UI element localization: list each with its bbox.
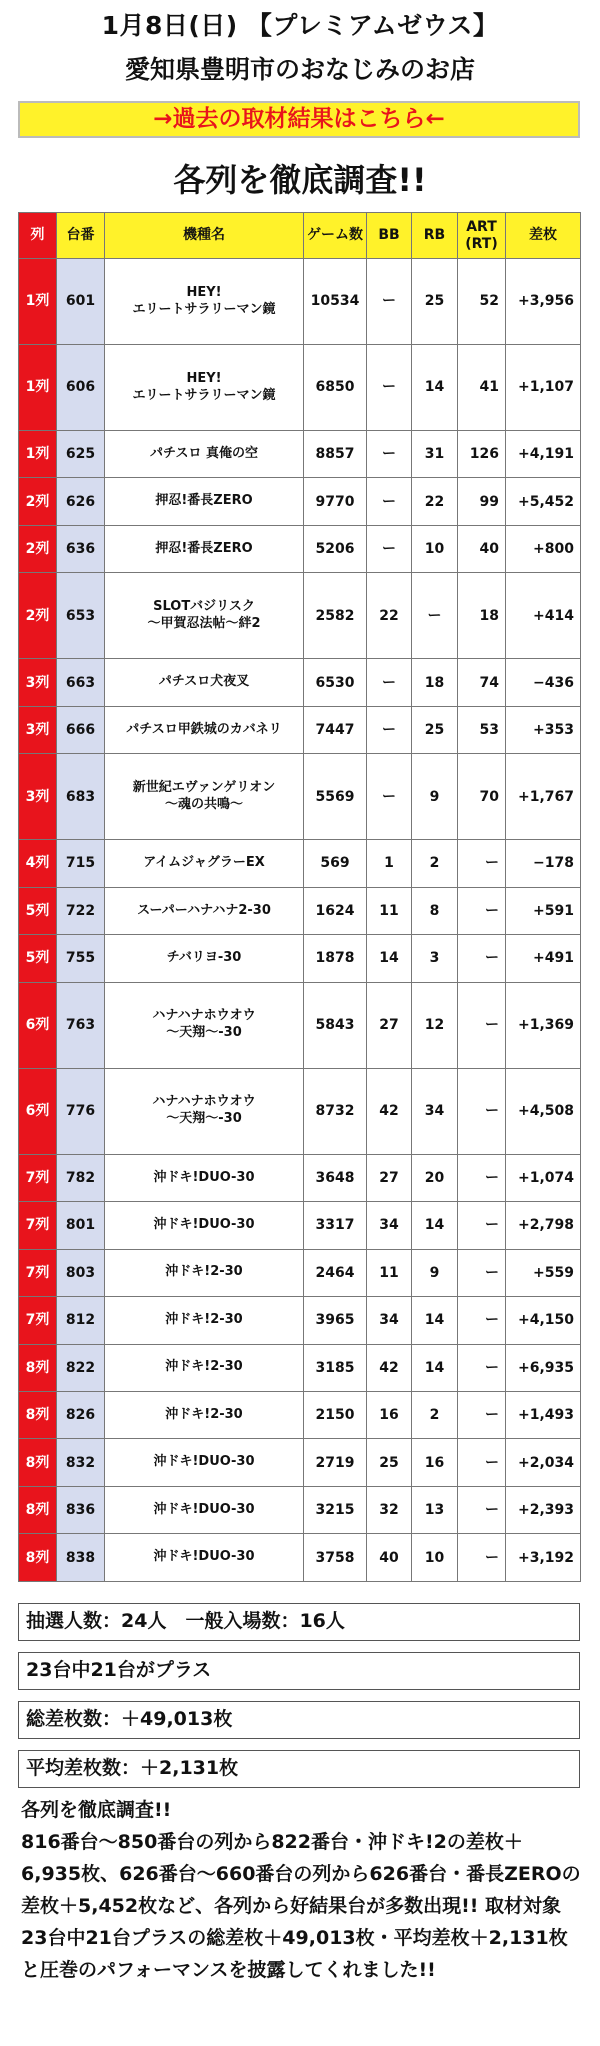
summary-body: 816番台〜850番台の列から822番台・沖ドキ!2の差枚＋6,935枚、626番台〜660番台の列から626番台・番長ZEROの差枚＋5,452枚など、各列から好結果台が多数出現!! 取材対象23台中21台プラスの総差枚＋49,013枚・平均差枚＋2,131枚と圧巻のパフォーマンスを披露してくれました!! xyxy=(21,1831,581,1981)
table-row xyxy=(19,1534,581,1582)
cell-machine-name xyxy=(105,982,304,1068)
cell-rb: 9 xyxy=(412,754,458,840)
table-row xyxy=(19,1068,581,1154)
machine-name-line1: 沖ドキ!DUO-30 xyxy=(153,1216,255,1232)
cell-rb: 14 xyxy=(412,1297,458,1344)
cell-rb: 3 xyxy=(412,935,458,982)
header-machine-number: 台番 xyxy=(57,213,105,259)
cell-row: 7列 xyxy=(19,1249,57,1296)
machine-name-line1: 押忍!番長ZERO xyxy=(155,493,253,509)
cell-art: 126 xyxy=(458,431,506,478)
cell-machine-name xyxy=(105,659,304,706)
cell-machine-number: 832 xyxy=(57,1439,105,1486)
table-row xyxy=(19,1439,581,1486)
table-header-row xyxy=(19,213,581,259)
cell-rb: ー xyxy=(412,573,458,659)
machine-name-line1: 押忍!番長ZERO xyxy=(155,540,253,556)
cell-machine-name xyxy=(105,525,304,572)
cell-row: 7列 xyxy=(19,1297,57,1344)
cell-machine-name xyxy=(105,1297,304,1344)
table-row xyxy=(19,840,581,887)
cell-row: 1列 xyxy=(19,259,57,345)
cell-bb: 42 xyxy=(367,1068,412,1154)
cell-machine-number: 625 xyxy=(57,431,105,478)
cell-art: ー xyxy=(458,840,506,887)
cell-rb: 14 xyxy=(412,1202,458,1249)
cell-art: 53 xyxy=(458,706,506,753)
store-subtitle: 愛知県豊明市のおなじみのお店 xyxy=(124,55,475,84)
cell-diff: −178 xyxy=(506,840,581,887)
cell-diff: +3,956 xyxy=(506,259,581,345)
cell-games: 3215 xyxy=(304,1486,367,1533)
machine-name-line1: 沖ドキ!2-30 xyxy=(165,1264,243,1280)
cell-rb: 13 xyxy=(412,1486,458,1533)
page-title: 1月8日(日) 【プレミアムゼウス】 xyxy=(101,11,499,40)
table-row xyxy=(19,345,581,431)
table-row xyxy=(19,935,581,982)
header-bb: BB xyxy=(367,213,412,259)
cell-art: ー xyxy=(458,1534,506,1582)
machine-name-line1: 沖ドキ!DUO-30 xyxy=(153,1454,255,1470)
cell-bb: 25 xyxy=(367,1439,412,1486)
cell-row: 8列 xyxy=(19,1439,57,1486)
results-table xyxy=(18,212,581,1582)
cell-machine-number: 776 xyxy=(57,1068,105,1154)
cell-art: 99 xyxy=(458,478,506,525)
machine-name-line1: 新世紀エヴァンゲリオン xyxy=(132,779,276,795)
header-rb: RB xyxy=(412,213,458,259)
cell-games: 7447 xyxy=(304,706,367,753)
cell-diff: +1,767 xyxy=(506,754,581,840)
cell-rb: 2 xyxy=(412,1391,458,1438)
cell-bb: ー xyxy=(367,659,412,706)
cell-machine-number: 653 xyxy=(57,573,105,659)
machine-name-line1: HEY! xyxy=(186,370,222,386)
cell-bb: ー xyxy=(367,754,412,840)
cell-row: 3列 xyxy=(19,754,57,840)
cell-games: 3317 xyxy=(304,1202,367,1249)
table-row xyxy=(19,754,581,840)
machine-name-line1: ハナハナホウオウ xyxy=(152,1094,256,1110)
cell-diff: +2,393 xyxy=(506,1486,581,1533)
cell-bb: 40 xyxy=(367,1534,412,1582)
table-body xyxy=(19,259,581,1582)
cell-diff: +491 xyxy=(506,935,581,982)
cell-machine-number: 715 xyxy=(57,840,105,887)
cell-games: 2719 xyxy=(304,1439,367,1486)
cell-row: 5列 xyxy=(19,935,57,982)
machine-name-line1: パチスロ 真俺の空 xyxy=(149,445,258,461)
cell-rb: 20 xyxy=(412,1154,458,1201)
cell-machine-number: 801 xyxy=(57,1202,105,1249)
cell-games: 5206 xyxy=(304,525,367,572)
cell-bb: 34 xyxy=(367,1297,412,1344)
cell-machine-name xyxy=(105,1249,304,1296)
cell-diff: +591 xyxy=(506,887,581,934)
machine-name-line1: 沖ドキ!DUO-30 xyxy=(153,1501,255,1517)
header-art xyxy=(458,213,506,259)
cell-diff: −436 xyxy=(506,659,581,706)
table-row xyxy=(19,1486,581,1533)
cell-games: 3185 xyxy=(304,1344,367,1391)
summary-heading: 各列を徹底調査!! xyxy=(21,1799,172,1821)
cell-rb: 34 xyxy=(412,1068,458,1154)
cell-row: 2列 xyxy=(19,525,57,572)
table-row xyxy=(19,1249,581,1296)
cell-games: 2150 xyxy=(304,1391,367,1438)
cell-rb: 31 xyxy=(412,431,458,478)
cell-machine-number: 666 xyxy=(57,706,105,753)
machine-name-line2: 〜天翔〜-30 xyxy=(166,1111,242,1127)
machine-name-line1: 沖ドキ!2-30 xyxy=(165,1311,243,1327)
cell-diff: +1,107 xyxy=(506,345,581,431)
cell-rb: 10 xyxy=(412,525,458,572)
cell-machine-number: 822 xyxy=(57,1344,105,1391)
cell-games: 2464 xyxy=(304,1249,367,1296)
table-row xyxy=(19,1391,581,1438)
cell-row: 3列 xyxy=(19,706,57,753)
cell-bb: ー xyxy=(367,345,412,431)
cell-art: 40 xyxy=(458,525,506,572)
cell-art: 70 xyxy=(458,754,506,840)
cell-diff: +4,508 xyxy=(506,1068,581,1154)
cell-art: ー xyxy=(458,935,506,982)
cell-machine-number: 636 xyxy=(57,525,105,572)
cell-rb: 12 xyxy=(412,982,458,1068)
cell-machine-name xyxy=(105,345,304,431)
cell-games: 8732 xyxy=(304,1068,367,1154)
header-row-col: 列 xyxy=(19,213,57,259)
cell-row: 1列 xyxy=(19,345,57,431)
cell-diff: +353 xyxy=(506,706,581,753)
machine-name-line1: パチスロ犬夜叉 xyxy=(158,674,250,690)
machine-name-line2: 〜甲賀忍法帖〜絆2 xyxy=(147,615,261,631)
cell-machine-number: 826 xyxy=(57,1391,105,1438)
cell-rb: 25 xyxy=(412,259,458,345)
cell-bb: 27 xyxy=(367,982,412,1068)
cell-bb: ー xyxy=(367,259,412,345)
cell-art: ー xyxy=(458,1344,506,1391)
cell-row: 4列 xyxy=(19,840,57,887)
cell-rb: 2 xyxy=(412,840,458,887)
cell-row: 8列 xyxy=(19,1534,57,1582)
cell-row: 6列 xyxy=(19,1068,57,1154)
cell-machine-number: 626 xyxy=(57,478,105,525)
cell-games: 2582 xyxy=(304,573,367,659)
cell-machine-name xyxy=(105,1068,304,1154)
machine-name-line1: 沖ドキ!DUO-30 xyxy=(153,1169,255,1185)
table-row xyxy=(19,659,581,706)
plus-count-stat: 23台中21台がプラス xyxy=(18,1652,580,1690)
cell-row: 7列 xyxy=(19,1154,57,1201)
cell-art: 41 xyxy=(458,345,506,431)
cell-games: 3965 xyxy=(304,1297,367,1344)
cell-bb: 42 xyxy=(367,1344,412,1391)
cell-diff: +6,935 xyxy=(506,1344,581,1391)
cell-row: 2列 xyxy=(19,573,57,659)
cell-art: ー xyxy=(458,1249,506,1296)
cell-machine-number: 601 xyxy=(57,259,105,345)
avg-diff-stat: 平均差枚数：＋2,131枚 xyxy=(18,1750,580,1788)
machine-name-line1: 沖ドキ!2-30 xyxy=(165,1359,243,1375)
cell-art: ー xyxy=(458,1391,506,1438)
cell-machine-number: 803 xyxy=(57,1249,105,1296)
cell-machine-name xyxy=(105,431,304,478)
cell-diff: +559 xyxy=(506,1249,581,1296)
cell-bb: 27 xyxy=(367,1154,412,1201)
cell-machine-name xyxy=(105,1534,304,1582)
header-art-line2: (RT) xyxy=(465,235,498,252)
cell-rb: 8 xyxy=(412,887,458,934)
cell-row: 3列 xyxy=(19,659,57,706)
cell-bb: 11 xyxy=(367,1249,412,1296)
table-row xyxy=(19,887,581,934)
cell-machine-number: 763 xyxy=(57,982,105,1068)
cell-art: ー xyxy=(458,1068,506,1154)
header-games: ゲーム数 xyxy=(304,213,367,259)
cell-machine-name xyxy=(105,1344,304,1391)
cell-machine-name xyxy=(105,259,304,345)
cell-art: ー xyxy=(458,1297,506,1344)
cell-games: 8857 xyxy=(304,431,367,478)
cell-machine-number: 838 xyxy=(57,1534,105,1582)
cell-row: 8列 xyxy=(19,1344,57,1391)
header-diff: 差枚 xyxy=(506,213,581,259)
cell-machine-name xyxy=(105,1202,304,1249)
cell-machine-name xyxy=(105,1486,304,1533)
cell-rb: 25 xyxy=(412,706,458,753)
table-row xyxy=(19,1154,581,1201)
cell-games: 3648 xyxy=(304,1154,367,1201)
cell-row: 6列 xyxy=(19,982,57,1068)
cell-bb: 16 xyxy=(367,1391,412,1438)
cell-machine-name xyxy=(105,840,304,887)
cell-rb: 10 xyxy=(412,1534,458,1582)
cell-games: 1878 xyxy=(304,935,367,982)
cell-machine-number: 606 xyxy=(57,345,105,431)
cell-bb: ー xyxy=(367,431,412,478)
cell-bb: ー xyxy=(367,706,412,753)
machine-name-line2: エリートサラリーマン鏡 xyxy=(132,387,276,403)
machine-name-line1: アイムジャグラーEX xyxy=(143,855,265,871)
table-row xyxy=(19,573,581,659)
machine-name-line1: 沖ドキ!2-30 xyxy=(165,1406,243,1422)
cell-art: ー xyxy=(458,1202,506,1249)
cell-machine-name xyxy=(105,573,304,659)
cell-machine-number: 722 xyxy=(57,887,105,934)
cell-diff: +3,192 xyxy=(506,1534,581,1582)
machine-name-line1: 沖ドキ!DUO-30 xyxy=(153,1549,255,1565)
cell-bb: 1 xyxy=(367,840,412,887)
machine-name-line2: 〜天翔〜-30 xyxy=(166,1025,242,1041)
cell-machine-name xyxy=(105,887,304,934)
machine-name-line1: パチスロ甲鉄城のカバネリ xyxy=(126,721,282,737)
cell-games: 6530 xyxy=(304,659,367,706)
table-row xyxy=(19,1297,581,1344)
table-row xyxy=(19,1344,581,1391)
cell-bb: ー xyxy=(367,478,412,525)
cell-rb: 9 xyxy=(412,1249,458,1296)
cell-diff: +5,452 xyxy=(506,478,581,525)
table-row xyxy=(19,525,581,572)
cell-diff: +414 xyxy=(506,573,581,659)
machine-name-line1: チバリヨ-30 xyxy=(166,950,242,966)
cell-art: ー xyxy=(458,1154,506,1201)
cell-rb: 14 xyxy=(412,345,458,431)
cell-bb: ー xyxy=(367,525,412,572)
cell-games: 569 xyxy=(304,840,367,887)
table-row xyxy=(19,706,581,753)
cell-machine-number: 663 xyxy=(57,659,105,706)
cell-games: 3758 xyxy=(304,1534,367,1582)
cell-art: ー xyxy=(458,982,506,1068)
cell-row: 5列 xyxy=(19,887,57,934)
cell-bb: 14 xyxy=(367,935,412,982)
cell-bb: 32 xyxy=(367,1486,412,1533)
past-results-link[interactable]: →過去の取材結果はこちら← xyxy=(18,101,580,138)
cell-art: 18 xyxy=(458,573,506,659)
cell-machine-number: 683 xyxy=(57,754,105,840)
cell-machine-name xyxy=(105,1391,304,1438)
machine-name-line1: スーパーハナハナ2-30 xyxy=(137,902,271,918)
cell-diff: +4,150 xyxy=(506,1297,581,1344)
cell-machine-name xyxy=(105,706,304,753)
cell-machine-number: 836 xyxy=(57,1486,105,1533)
cell-games: 1624 xyxy=(304,887,367,934)
cell-games: 6850 xyxy=(304,345,367,431)
table-row xyxy=(19,982,581,1068)
cell-machine-name xyxy=(105,1154,304,1201)
cell-machine-name xyxy=(105,754,304,840)
cell-machine-name xyxy=(105,478,304,525)
cell-machine-number: 782 xyxy=(57,1154,105,1201)
cell-bb: 34 xyxy=(367,1202,412,1249)
cell-diff: +2,034 xyxy=(506,1439,581,1486)
table-row xyxy=(19,478,581,525)
cell-art: ー xyxy=(458,1439,506,1486)
cell-games: 5843 xyxy=(304,982,367,1068)
cell-rb: 16 xyxy=(412,1439,458,1486)
table-row xyxy=(19,1202,581,1249)
cell-art: ー xyxy=(458,887,506,934)
table-row xyxy=(19,259,581,345)
cell-row: 8列 xyxy=(19,1391,57,1438)
cell-machine-number: 755 xyxy=(57,935,105,982)
cell-bb: 11 xyxy=(367,887,412,934)
cell-games: 10534 xyxy=(304,259,367,345)
cell-rb: 14 xyxy=(412,1344,458,1391)
machine-name-line1: HEY! xyxy=(186,284,222,300)
cell-diff: +1,369 xyxy=(506,982,581,1068)
cell-games: 9770 xyxy=(304,478,367,525)
cell-row: 7列 xyxy=(19,1202,57,1249)
cell-games: 5569 xyxy=(304,754,367,840)
section-heading: 各列を徹底調査!! xyxy=(173,161,427,199)
machine-name-line1: ハナハナホウオウ xyxy=(152,1008,256,1024)
cell-art: 74 xyxy=(458,659,506,706)
table-row xyxy=(19,431,581,478)
cell-row: 2列 xyxy=(19,478,57,525)
total-diff-stat: 総差枚数：＋49,013枚 xyxy=(18,1701,580,1739)
cell-diff: +4,191 xyxy=(506,431,581,478)
machine-name-line1: SLOTバジリスク xyxy=(153,599,255,614)
lottery-stat: 抽選人数：24人 一般入場数：16人 xyxy=(18,1603,580,1641)
header-art-line1: ART xyxy=(466,219,497,236)
summary-text xyxy=(21,1794,581,1986)
cell-art: ー xyxy=(458,1486,506,1533)
cell-machine-name xyxy=(105,935,304,982)
cell-diff: +2,798 xyxy=(506,1202,581,1249)
cell-bb: 22 xyxy=(367,573,412,659)
header-machine-name: 機種名 xyxy=(105,213,304,259)
cell-diff: +1,493 xyxy=(506,1391,581,1438)
cell-diff: +800 xyxy=(506,525,581,572)
cell-machine-name xyxy=(105,1439,304,1486)
machine-name-line2: 〜魂の共鳴〜 xyxy=(164,796,243,812)
cell-rb: 18 xyxy=(412,659,458,706)
cell-machine-number: 812 xyxy=(57,1297,105,1344)
cell-rb: 22 xyxy=(412,478,458,525)
cell-diff: +1,074 xyxy=(506,1154,581,1201)
cell-row: 1列 xyxy=(19,431,57,478)
cell-row: 8列 xyxy=(19,1486,57,1533)
cell-art: 52 xyxy=(458,259,506,345)
machine-name-line2: エリートサラリーマン鏡 xyxy=(132,301,276,317)
